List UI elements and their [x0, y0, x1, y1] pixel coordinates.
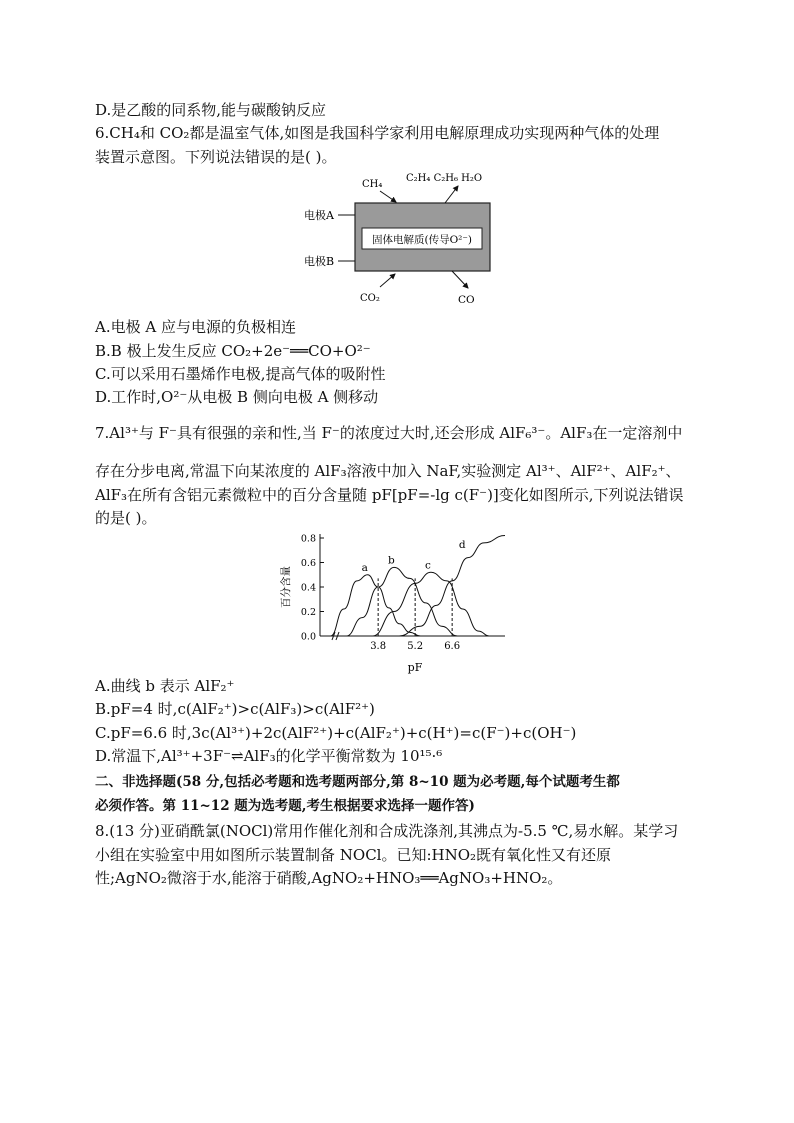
curve-label-b: b [388, 554, 395, 567]
chart-axes [301, 534, 505, 653]
q6-option-a: A.电极 A 应与电源的负极相连 [95, 318, 296, 336]
q8-stem-line1: 8.(13 分)亚硝酰氯(NOCl)常用作催化剂和合成洗涤剂,其沸点为-5.5 ℃,易水解。某学习 [95, 822, 679, 840]
curve-c [373, 572, 489, 636]
q6-stem-line1: 6.CH₄和 CO₂都是温室气体,如图是我国科学家利用电解原理成功实现两种气体的处理 [95, 124, 660, 142]
ch4-arrow [380, 191, 396, 202]
q6-option-b: B.B 极上发生反应 CO₂+2e⁻══CO+O²⁻ [95, 342, 371, 360]
curve-label-a: a [361, 561, 368, 574]
q6-option-d: D.工作时,O²⁻从电极 B 侧向电极 A 侧移动 [95, 388, 379, 406]
x-tick-label: 5.2 [407, 641, 424, 652]
q7-option-b: B.pF=4 时,c(AlF₂⁺)>c(AlF₃)>c(AlF²⁺) [95, 700, 375, 718]
q8-stem-line3: 性;AgNO₂微溶于水,能溶于硝酸,AgNO₂+HNO₃══AgNO₃+HNO₂。 [95, 869, 563, 887]
y-tick-label: 0.0 [300, 631, 316, 643]
q7-stem-line3: AlF₃在所有含铝元素微粒中的百分含量随 pF[pF=-lg c(F⁻)]变化如图所示,下列说法错误 [95, 486, 684, 504]
section2-heading-line2: 必须作答。第 11~12 题为选考题,考生根据要求选择一题作答) [95, 798, 475, 814]
curve-label-c: c [425, 559, 431, 572]
q7-stem-line1: 7.Al³⁺与 F⁻具有很强的亲和性,当 F⁻的浓度过大时,还会形成 AlF₆³⁻。AlF₃在一定溶剂中 [95, 424, 683, 442]
x-axis-label: pF [407, 661, 423, 674]
curve-a [331, 575, 421, 636]
products-arrow [445, 186, 458, 203]
electrode-a-label: 电极A [304, 209, 334, 222]
y-axis-label: 百分含量 [280, 566, 292, 608]
q5-option-d: D.是乙酸的同系物,能与碳酸钠反应 [95, 101, 327, 119]
q8-stem-line2: 小组在实验室中用如图所示装置制备 NOCl。已知:HNO₂既有氧化性又有还原 [95, 846, 612, 864]
co-label: CO [458, 294, 475, 306]
y-tick-label: 0.8 [300, 533, 316, 545]
species-distribution-chart [275, 528, 525, 678]
electrolyte-label: 固体电解质(传导O²⁻) [371, 234, 473, 246]
q7-option-c: C.pF=6.6 时,3c(Al³⁺)+2c(AlF²⁺)+c(AlF₂⁺)+c(H⁺)=c(F⁻)+c(OH⁻) [95, 724, 577, 742]
curve-label-d: d [458, 538, 466, 551]
x-tick-label: 3.8 [370, 641, 387, 652]
x-tick-label: 6.6 [444, 641, 461, 652]
y-tick-label: 0.4 [300, 582, 316, 594]
electrode-b-label: 电极B [304, 255, 335, 268]
chart-curves [331, 536, 505, 636]
ch4-label: CH₄ [362, 179, 383, 190]
electrolysis-diagram [300, 170, 500, 310]
q6-stem-line2: 装置示意图。下列说法错误的是( )。 [95, 148, 337, 166]
products-label: C₂H₄ C₂H₆ H₂O [406, 173, 483, 184]
q7-stem-line2: 存在分步电离,常温下向某浓度的 AlF₃溶液中加入 NaF,实验测定 Al³⁺、AlF²⁺、AlF₂⁺、 [95, 462, 681, 480]
section2-heading-line1: 二、非选择题(58 分,包括必考题和选考题两部分,第 8~10 题为必考题,每个试题考生都 [95, 774, 620, 790]
q7-stem-line4: 的是( )。 [95, 509, 157, 527]
y-tick-label: 0.2 [300, 607, 316, 618]
q7-option-a: A.曲线 b 表示 AlF₂⁺ [95, 677, 235, 695]
q6-option-c: C.可以采用石墨烯作电极,提高气体的吸附性 [95, 365, 386, 383]
q7-option-d: D.常温下,Al³⁺+3F⁻⇌AlF₃的化学平衡常数为 10¹⁵·⁶ [95, 747, 443, 765]
co-arrow [452, 271, 468, 288]
co2-label: CO₂ [360, 293, 380, 304]
y-tick-label: 0.6 [300, 558, 316, 569]
co2-arrow [380, 274, 395, 287]
